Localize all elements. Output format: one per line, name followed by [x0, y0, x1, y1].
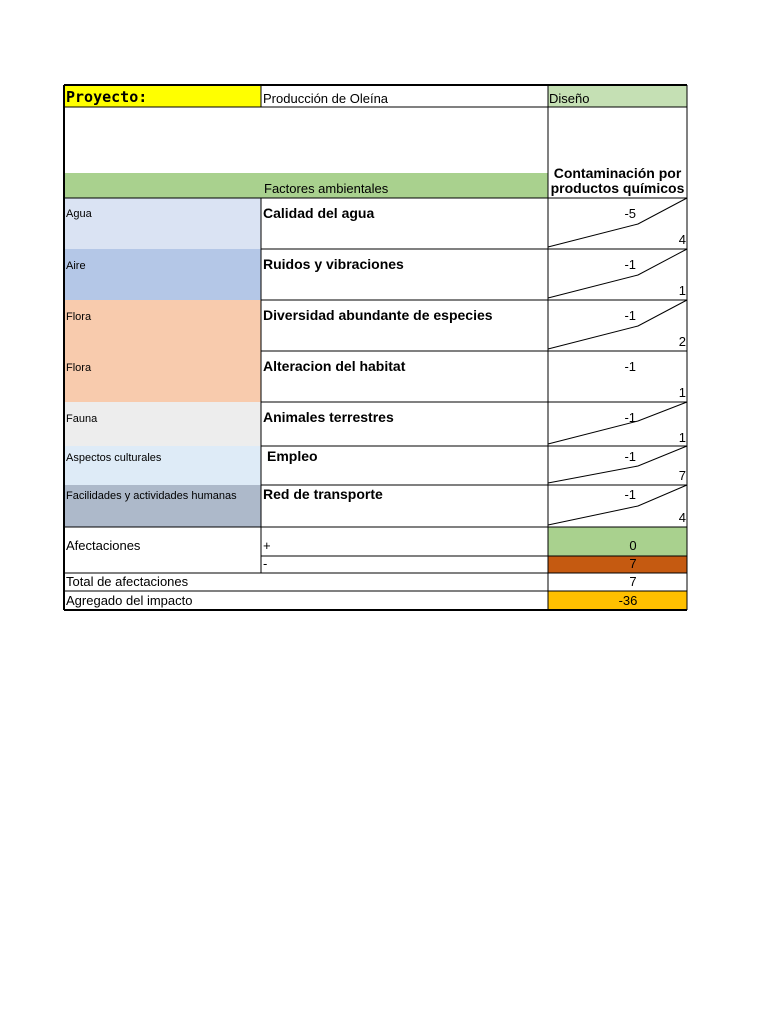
factor-label: Calidad del agua	[263, 205, 375, 221]
category-label: Aspectos culturales	[66, 452, 162, 464]
minus-sign: -	[263, 556, 268, 571]
plus-sign: +	[263, 538, 271, 553]
magnitude-value: -1	[624, 359, 636, 374]
impact-column-title-line2: productos químicos	[550, 180, 685, 196]
importance-value: 1	[678, 385, 686, 400]
category-label: Agua	[66, 208, 92, 220]
importance-value: 4	[678, 510, 686, 525]
category-label: Aire	[66, 260, 86, 272]
magnitude-value: -1	[624, 449, 636, 464]
proyecto-label: Proyecto:	[66, 88, 148, 106]
factor-label: Animales terrestres	[263, 409, 394, 425]
total-label: Total de afectaciones	[66, 574, 189, 589]
magnitude-value: -1	[624, 257, 636, 272]
magnitude-value: -1	[624, 410, 636, 425]
factor-label: Alteracion del habitat	[263, 358, 406, 374]
importance-value: 2	[678, 334, 686, 349]
factores-ambientales-label: Factores ambientales	[264, 181, 389, 196]
importance-value: 1	[678, 283, 686, 298]
category-label: Fauna	[66, 413, 98, 425]
category-label: Flora	[66, 362, 92, 374]
afectaciones-label: Afectaciones	[66, 538, 141, 553]
magnitude-value: -1	[624, 308, 636, 323]
factor-label: Empleo	[267, 448, 318, 464]
importance-value: 4	[678, 232, 686, 247]
agregado-value: -36	[618, 593, 638, 608]
category-label: Flora	[66, 311, 92, 323]
factor-label: Red de transporte	[263, 486, 383, 502]
total-value: 7	[629, 574, 637, 589]
magnitude-value: -1	[624, 487, 636, 502]
agregado-label: Agregado del impacto	[66, 593, 193, 608]
impact-column-title-line1: Contaminación por	[553, 165, 682, 181]
phase-label: Diseño	[549, 91, 590, 106]
importance-value: 7	[678, 468, 686, 483]
factor-label: Diversidad abundante de especies	[263, 307, 493, 323]
plus-value: 0	[629, 538, 637, 553]
proyecto-value: Producción de Oleína	[263, 91, 389, 106]
factor-label: Ruidos y vibraciones	[263, 256, 404, 272]
minus-value: 7	[629, 556, 637, 571]
importance-value: 1	[678, 430, 686, 445]
magnitude-value: -5	[624, 206, 636, 221]
category-label: Facilidades y actividades humanas	[66, 490, 237, 502]
